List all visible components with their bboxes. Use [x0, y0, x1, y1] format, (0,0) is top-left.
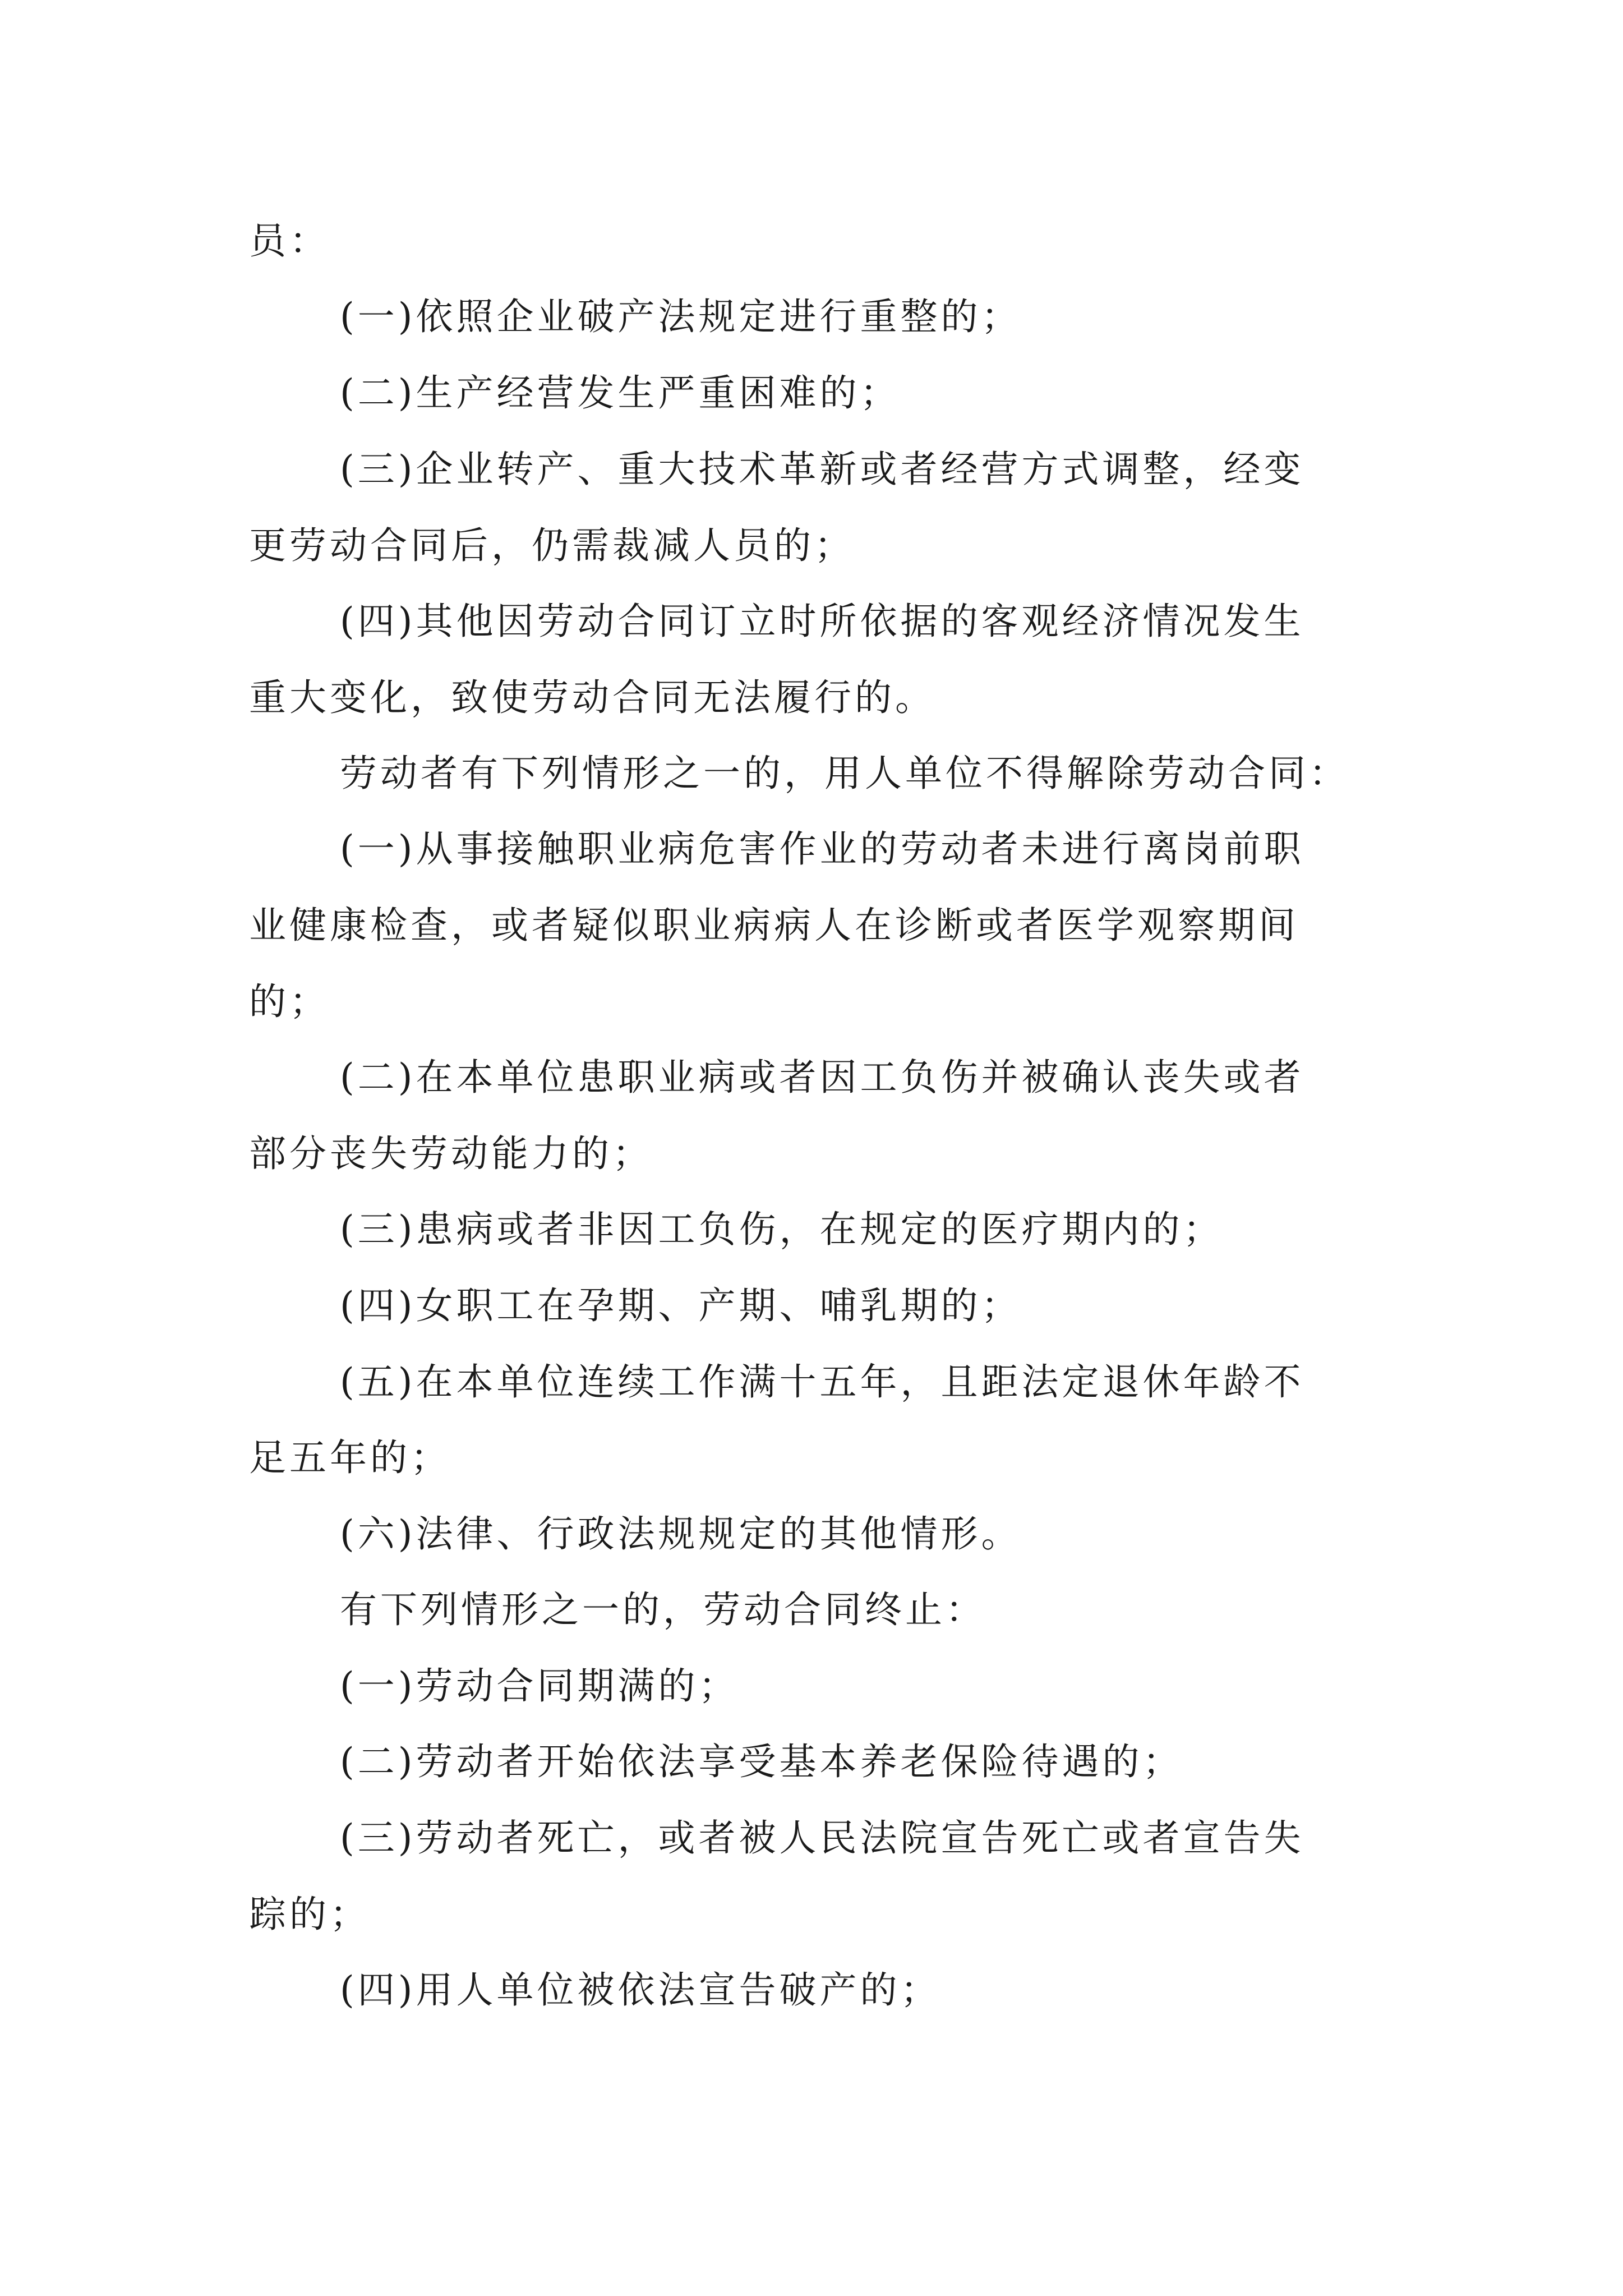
text-line: 部分丧失劳动能力的； [249, 1132, 653, 1175]
text-line: (一)从事接触职业病危害作业的劳动者未进行离岗前职 [340, 827, 1304, 871]
text-line: (三)企业转产、重大技术革新或者经营方式调整，经变 [340, 448, 1304, 491]
text-line: (四)其他因劳动合同订立时所依据的客观经济情况发生 [340, 600, 1304, 643]
text-line: (三)患病或者非因工负伤，在规定的医疗期内的； [340, 1208, 1224, 1251]
text-line: (二)在本单位患职业病或者因工负伤并被确认丧失或者 [340, 1056, 1304, 1099]
text-line: 业健康检查，或者疑似职业病病人在诊断或者医学观察期间 [249, 904, 1299, 947]
text-line: (二)生产经营发生严重困难的； [340, 371, 901, 415]
text-line: (一)劳动合同期满的； [340, 1664, 739, 1708]
text-line: 的； [249, 980, 330, 1023]
text-line: 员： [249, 219, 330, 263]
text-line: (六)法律、行政法规规定的其他情形。 [340, 1512, 1022, 1556]
text-line: (二)劳动者开始依法享受基本养老保险待遇的； [340, 1740, 1183, 1783]
text-line: (四)用人单位被依法宣告破产的； [340, 1968, 941, 2012]
text-line: (五)在本单位连续工作满十五年，且距法定退休年龄不 [340, 1360, 1304, 1404]
text-line: (四)女职工在孕期、产期、哺乳期的； [340, 1284, 1022, 1327]
text-line: 踪的； [249, 1893, 370, 1936]
text-line: (三)劳动者死亡，或者被人民法院宣告死亡或者宣告失 [340, 1816, 1304, 1860]
text-line: 有下列情形之一的，劳动合同终止： [340, 1588, 986, 1631]
text-line: 劳动者有下列情形之一的，用人单位不得解除劳动合同： [340, 752, 1349, 795]
text-line: 足五年的； [249, 1436, 451, 1479]
text-line: (一)依照企业破产法规定进行重整的； [340, 295, 1022, 338]
text-line: 重大变化，致使劳动合同无法履行的。 [249, 676, 935, 719]
text-line: 更劳动合同后，仍需裁减人员的； [249, 524, 855, 567]
